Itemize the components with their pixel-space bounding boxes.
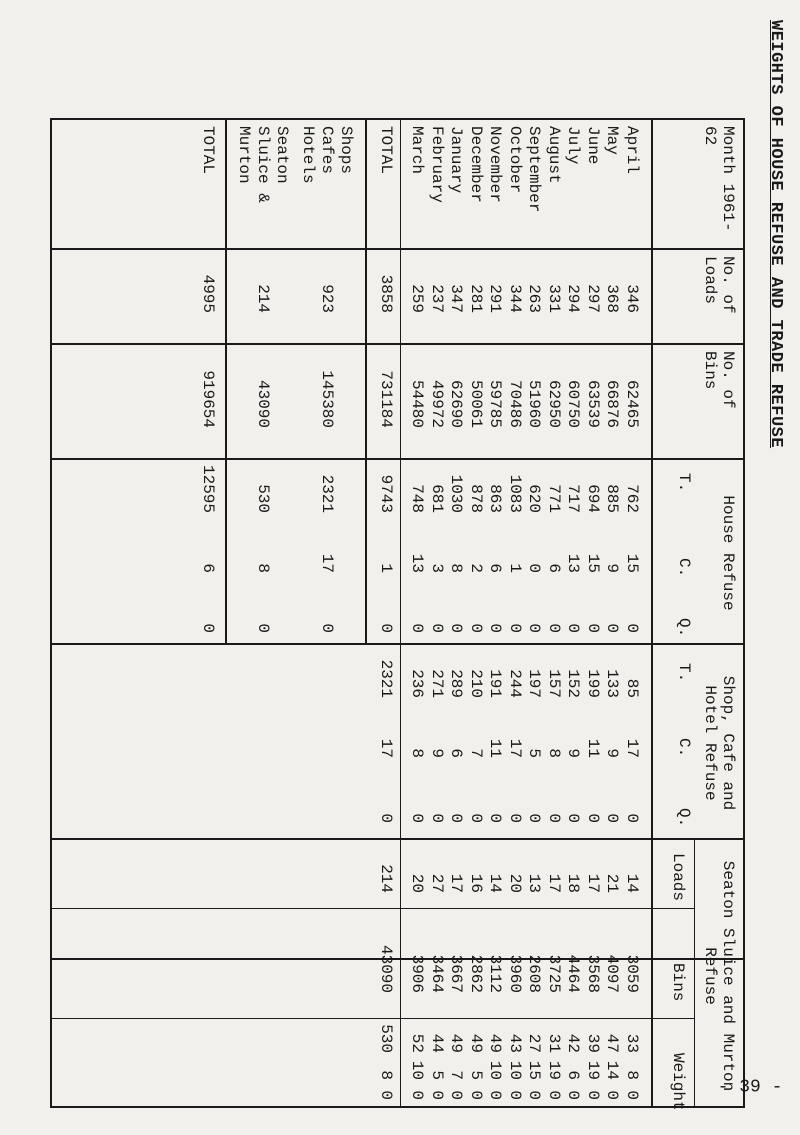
row-house-t: 748 bbox=[408, 484, 427, 513]
row-month: November bbox=[486, 126, 505, 203]
row-house-q: 0 bbox=[525, 623, 544, 633]
row-shop-t: 199 bbox=[584, 669, 602, 698]
row-shop-c: 8 bbox=[545, 748, 563, 758]
row-house-c: 6 bbox=[545, 563, 563, 573]
row-shop-q: 0 bbox=[545, 813, 563, 823]
total-seaton-c: 8 bbox=[377, 1070, 395, 1080]
row-shop-q: 0 bbox=[623, 813, 641, 823]
grand-total-rule bbox=[225, 118, 227, 643]
column-rule bbox=[50, 343, 745, 345]
row-house-t: 1083 bbox=[506, 474, 524, 513]
row-house-q: 0 bbox=[623, 623, 641, 633]
row-house-q: 0 bbox=[467, 623, 485, 633]
row-house-q: 0 bbox=[545, 623, 563, 633]
row-shop-q: 0 bbox=[467, 813, 485, 823]
row-seaton-t: 27 bbox=[525, 1033, 544, 1053]
row-month: August bbox=[545, 126, 563, 184]
header-seaton-weight: Weight bbox=[669, 1053, 687, 1111]
total-rule bbox=[400, 118, 401, 1108]
row-house-q: 0 bbox=[506, 623, 524, 633]
header-shop-c: C. bbox=[675, 738, 693, 758]
row-seaton-q: 0 bbox=[603, 1090, 622, 1100]
row-seaton-bins: 3059 bbox=[623, 954, 641, 993]
row-month: September bbox=[525, 126, 544, 213]
row-shop-t: 197 bbox=[525, 669, 544, 698]
row-house-c: 15 bbox=[623, 553, 641, 573]
row-bins: 63539 bbox=[584, 379, 602, 428]
row-month: February bbox=[428, 126, 446, 203]
row-seaton-bins: 3906 bbox=[408, 954, 427, 993]
row-shop-q: 0 bbox=[408, 813, 427, 823]
total-shop-q: 0 bbox=[377, 813, 395, 823]
header-shop-q: Q. bbox=[675, 808, 693, 828]
row-shop-c: 6 bbox=[447, 748, 466, 758]
total-label: TOTAL bbox=[377, 126, 395, 175]
header-bins: No. of Bins bbox=[701, 351, 737, 409]
summary-shops-c: 17 bbox=[318, 553, 336, 573]
row-month: December bbox=[467, 126, 485, 203]
row-loads: 344 bbox=[506, 284, 524, 313]
row-shop-t: 289 bbox=[447, 669, 466, 698]
row-house-t: 717 bbox=[564, 484, 583, 513]
summary-hotels-label: Hotels bbox=[299, 126, 317, 184]
row-house-c: 8 bbox=[447, 563, 466, 573]
header-house-refuse: House Refuse bbox=[719, 495, 737, 611]
column-rule bbox=[50, 838, 745, 840]
row-seaton-t: 49 bbox=[447, 1033, 466, 1053]
row-seaton-loads: 18 bbox=[564, 873, 583, 893]
row-shop-t: 236 bbox=[408, 669, 427, 698]
total-house-c: 1 bbox=[377, 563, 395, 573]
row-loads: 346 bbox=[623, 284, 641, 313]
row-month: June bbox=[584, 126, 602, 165]
row-house-q: 0 bbox=[564, 623, 583, 633]
row-house-t: 694 bbox=[584, 484, 602, 513]
summary-shops-label: Shops bbox=[337, 126, 355, 175]
row-seaton-bins: 4097 bbox=[603, 954, 622, 993]
header-shop-t: T. bbox=[675, 663, 693, 683]
row-seaton-q: 0 bbox=[467, 1090, 485, 1100]
total-bins: 731184 bbox=[377, 370, 395, 428]
row-house-t: 620 bbox=[525, 484, 544, 513]
row-month: March bbox=[408, 126, 427, 175]
column-rule bbox=[50, 458, 745, 460]
total-seaton-bins: 43090 bbox=[377, 944, 395, 993]
row-house-c: 6 bbox=[486, 563, 505, 573]
row-shop-t: 85 bbox=[623, 678, 641, 698]
row-shop-q: 0 bbox=[564, 813, 583, 823]
header-house-c: C. bbox=[675, 558, 693, 578]
row-house-c: 13 bbox=[564, 553, 583, 573]
row-house-q: 0 bbox=[428, 623, 446, 633]
row-seaton-loads: 20 bbox=[506, 873, 524, 893]
column-rule bbox=[50, 643, 745, 645]
row-loads: 294 bbox=[564, 284, 583, 313]
row-house-q: 0 bbox=[584, 623, 602, 633]
row-bins: 62465 bbox=[623, 379, 641, 428]
column-rule bbox=[50, 1106, 745, 1108]
row-shop-c: 8 bbox=[408, 748, 427, 758]
row-seaton-loads: 21 bbox=[603, 873, 622, 893]
row-seaton-t: 44 bbox=[428, 1033, 446, 1053]
row-shop-t: 271 bbox=[428, 669, 446, 698]
summary-rule bbox=[365, 118, 367, 643]
row-seaton-q: 0 bbox=[428, 1090, 446, 1100]
row-seaton-loads: 16 bbox=[467, 873, 485, 893]
summary-shops-bins: 145380 bbox=[318, 370, 336, 428]
row-loads: 331 bbox=[545, 284, 563, 313]
grand-total-bins: 919654 bbox=[199, 370, 217, 428]
row-seaton-c: 6 bbox=[564, 1070, 583, 1080]
header-house-t: T. bbox=[675, 473, 693, 493]
row-house-q: 0 bbox=[408, 623, 427, 633]
refuse-table bbox=[50, 118, 745, 1111]
seaton-subcol-rule bbox=[50, 908, 695, 909]
header-house-q: Q. bbox=[675, 618, 693, 638]
row-house-t: 1030 bbox=[447, 474, 466, 513]
row-month: October bbox=[506, 126, 524, 194]
row-house-t: 863 bbox=[486, 484, 505, 513]
row-house-c: 15 bbox=[584, 553, 602, 573]
row-bins: 59785 bbox=[486, 379, 505, 428]
row-shop-c: 9 bbox=[564, 748, 583, 758]
row-shop-t: 152 bbox=[564, 669, 583, 698]
row-seaton-bins: 3464 bbox=[428, 954, 446, 993]
row-seaton-c: 5 bbox=[467, 1070, 485, 1080]
header-shop-refuse: Shop, Cafe and Hotel Refuse bbox=[701, 675, 737, 811]
total-house-q: 0 bbox=[377, 623, 395, 633]
row-bins: 49972 bbox=[428, 379, 446, 428]
summary-murton-label: Murton bbox=[235, 126, 253, 184]
row-house-q: 0 bbox=[447, 623, 466, 633]
row-seaton-q: 0 bbox=[447, 1090, 466, 1100]
row-seaton-bins: 2608 bbox=[525, 954, 544, 993]
summary-seaton-c: 8 bbox=[254, 563, 272, 573]
row-seaton-t: 39 bbox=[584, 1033, 602, 1053]
row-seaton-bins: 2862 bbox=[467, 954, 485, 993]
row-seaton-bins: 3960 bbox=[506, 954, 524, 993]
row-seaton-c: 19 bbox=[584, 1060, 602, 1080]
row-house-c: 1 bbox=[506, 563, 524, 573]
row-shop-q: 0 bbox=[603, 813, 622, 823]
total-loads: 3858 bbox=[377, 274, 395, 313]
row-shop-t: 210 bbox=[467, 669, 485, 698]
row-bins: 50061 bbox=[467, 379, 485, 428]
subheader-rule bbox=[694, 838, 695, 1108]
row-seaton-bins: 4464 bbox=[564, 954, 583, 993]
row-seaton-c: 10 bbox=[506, 1060, 524, 1080]
summary-seaton-label: Seaton bbox=[273, 126, 291, 184]
row-shop-t: 191 bbox=[486, 669, 505, 698]
row-bins: 66876 bbox=[603, 379, 622, 428]
grand-total-t: 12595 bbox=[199, 464, 217, 513]
row-seaton-bins: 3725 bbox=[545, 954, 563, 993]
row-shop-c: 11 bbox=[584, 738, 602, 758]
row-seaton-t: 49 bbox=[486, 1033, 505, 1053]
row-seaton-q: 0 bbox=[506, 1090, 524, 1100]
summary-seaton-t: 530 bbox=[254, 484, 272, 513]
row-shop-c: 9 bbox=[428, 748, 446, 758]
row-shop-c: 7 bbox=[467, 748, 485, 758]
row-seaton-loads: 27 bbox=[428, 873, 446, 893]
row-month: July bbox=[564, 126, 583, 165]
row-shop-q: 0 bbox=[506, 813, 524, 823]
row-loads: 259 bbox=[408, 284, 427, 313]
row-house-c: 13 bbox=[408, 553, 427, 573]
summary-seaton-bins: 43090 bbox=[254, 379, 272, 428]
row-seaton-t: 42 bbox=[564, 1033, 583, 1053]
row-seaton-loads: 14 bbox=[623, 873, 641, 893]
total-seaton-t: 530 bbox=[377, 1024, 395, 1053]
summary-seaton-loads: 214 bbox=[254, 284, 272, 313]
row-seaton-loads: 17 bbox=[545, 873, 563, 893]
row-house-t: 885 bbox=[603, 484, 622, 513]
row-seaton-q: 0 bbox=[623, 1090, 641, 1100]
total-shop-c: 17 bbox=[377, 738, 395, 758]
summary-shops-loads: 923 bbox=[318, 284, 336, 313]
row-house-c: 2 bbox=[467, 563, 485, 573]
column-rule bbox=[50, 248, 745, 250]
grand-total-q: 0 bbox=[199, 623, 217, 633]
row-bins: 62950 bbox=[545, 379, 563, 428]
total-house-t: 9743 bbox=[377, 474, 395, 513]
row-seaton-c: 10 bbox=[408, 1060, 427, 1080]
row-house-c: 0 bbox=[525, 563, 544, 573]
total-shop-t: 2321 bbox=[377, 659, 395, 698]
row-seaton-bins: 3667 bbox=[447, 954, 466, 993]
header-seaton-bins: Bins bbox=[669, 963, 687, 1002]
row-seaton-loads: 17 bbox=[447, 873, 466, 893]
row-seaton-c: 19 bbox=[545, 1060, 563, 1080]
row-seaton-q: 0 bbox=[525, 1090, 544, 1100]
row-loads: 291 bbox=[486, 284, 505, 313]
row-loads: 281 bbox=[467, 284, 485, 313]
row-bins: 70486 bbox=[506, 379, 524, 428]
row-seaton-q: 0 bbox=[584, 1090, 602, 1100]
row-month: May bbox=[603, 126, 622, 155]
seaton-subcol-rule bbox=[50, 1018, 695, 1019]
row-loads: 263 bbox=[525, 284, 544, 313]
row-house-t: 878 bbox=[467, 484, 485, 513]
summary-sluice-label: Sluice & bbox=[254, 126, 272, 203]
row-shop-q: 0 bbox=[428, 813, 446, 823]
row-seaton-loads: 14 bbox=[486, 873, 505, 893]
page-title: WEIGHTS OF HOUSE REFUSE AND TRADE REFUSE bbox=[766, 20, 785, 449]
row-seaton-bins: 3112 bbox=[486, 954, 505, 993]
row-house-c: 3 bbox=[428, 563, 446, 573]
row-shop-c: 5 bbox=[525, 748, 544, 758]
row-shop-t: 157 bbox=[545, 669, 563, 698]
row-bins: 51960 bbox=[525, 379, 544, 428]
row-shop-c: 11 bbox=[486, 738, 505, 758]
grand-total-c: 6 bbox=[199, 563, 217, 573]
row-shop-q: 0 bbox=[525, 813, 544, 823]
header-seaton-loads: Loads bbox=[669, 853, 687, 902]
column-rule bbox=[50, 118, 745, 120]
header-seaton: Seaton Sluice and Murton Refuse bbox=[701, 860, 737, 1092]
row-seaton-c: 10 bbox=[486, 1060, 505, 1080]
row-bins: 60750 bbox=[564, 379, 583, 428]
row-bins: 54480 bbox=[408, 379, 427, 428]
row-seaton-loads: 17 bbox=[584, 873, 602, 893]
row-shop-c: 9 bbox=[603, 748, 622, 758]
row-month: April bbox=[623, 126, 641, 175]
row-seaton-t: 52 bbox=[408, 1033, 427, 1053]
row-seaton-loads: 20 bbox=[408, 873, 427, 893]
row-seaton-loads: 13 bbox=[525, 873, 544, 893]
row-loads: 347 bbox=[447, 284, 466, 313]
row-seaton-t: 47 bbox=[603, 1033, 622, 1053]
row-seaton-c: 5 bbox=[428, 1070, 446, 1080]
page-number: - 39 - bbox=[717, 1077, 783, 1098]
row-house-t: 771 bbox=[545, 484, 563, 513]
row-seaton-c: 8 bbox=[623, 1070, 641, 1080]
row-house-q: 0 bbox=[486, 623, 505, 633]
row-shop-q: 0 bbox=[447, 813, 466, 823]
row-seaton-bins: 3568 bbox=[584, 954, 602, 993]
row-seaton-c: 7 bbox=[447, 1070, 466, 1080]
row-seaton-q: 0 bbox=[408, 1090, 427, 1100]
row-shop-c: 17 bbox=[506, 738, 524, 758]
row-shop-t: 133 bbox=[603, 669, 622, 698]
row-loads: 237 bbox=[428, 284, 446, 313]
row-seaton-t: 49 bbox=[467, 1033, 485, 1053]
row-seaton-t: 43 bbox=[506, 1033, 524, 1053]
total-seaton-q: 0 bbox=[377, 1090, 395, 1100]
header-month: Month 1961-62 bbox=[701, 126, 737, 232]
row-house-q: 0 bbox=[603, 623, 622, 633]
row-seaton-q: 0 bbox=[564, 1090, 583, 1100]
row-loads: 368 bbox=[603, 284, 622, 313]
summary-seaton-q: 0 bbox=[254, 623, 272, 633]
row-seaton-q: 0 bbox=[545, 1090, 563, 1100]
row-house-c: 9 bbox=[603, 563, 622, 573]
grand-total-loads: 4995 bbox=[199, 274, 217, 313]
summary-shops-t: 2321 bbox=[318, 474, 336, 513]
row-shop-q: 0 bbox=[486, 813, 505, 823]
row-month: January bbox=[447, 126, 466, 194]
row-bins: 62690 bbox=[447, 379, 466, 428]
summary-cafes-label: Cafes bbox=[318, 126, 336, 175]
row-seaton-t: 33 bbox=[623, 1033, 641, 1053]
total-seaton-loads: 214 bbox=[377, 864, 395, 893]
header-rule bbox=[651, 118, 653, 1108]
row-shop-q: 0 bbox=[584, 813, 602, 823]
row-house-t: 681 bbox=[428, 484, 446, 513]
row-shop-c: 17 bbox=[623, 738, 641, 758]
summary-shops-q: 0 bbox=[318, 623, 336, 633]
row-shop-t: 244 bbox=[506, 669, 524, 698]
header-loads: No. of Loads bbox=[701, 256, 737, 314]
row-seaton-c: 14 bbox=[603, 1060, 622, 1080]
row-seaton-t: 31 bbox=[545, 1033, 563, 1053]
grand-total-label: TOTAL bbox=[199, 126, 217, 175]
row-loads: 297 bbox=[584, 284, 602, 313]
row-seaton-q: 0 bbox=[486, 1090, 505, 1100]
row-seaton-c: 15 bbox=[525, 1060, 544, 1080]
row-house-t: 762 bbox=[623, 484, 641, 513]
